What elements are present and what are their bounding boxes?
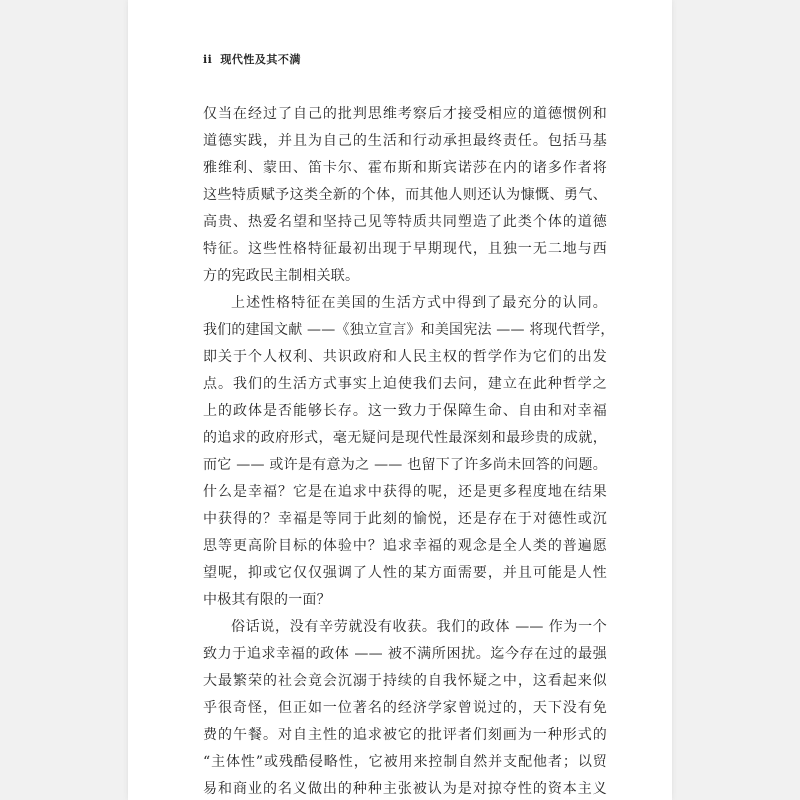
text-line: 高贵、热爱名望和坚持己见等特质共同塑造了此类个体的道德: [203, 214, 607, 230]
book-page: [128, 0, 672, 800]
text-line: 什么是幸福？它是在追求中获得的呢，还是更多程度地在结果: [203, 484, 607, 500]
text-line: 费的午餐。对自主性的追求被它的批评者们刻画为一种形式的: [203, 727, 607, 743]
text-line: 道德实践，并且为自己的生活和行动承担最终责任。包括马基: [203, 133, 607, 149]
text-line: 点。我们的生活方式事实上迫使我们去问，建立在此种哲学之: [203, 376, 607, 392]
text-line: 即关于个人权利、共识政府和人民主权的哲学作为它们的出发: [203, 349, 607, 365]
text-line: 而它 —— 或许是有意为之 —— 也留下了许多尚未回答的问题。: [203, 457, 607, 473]
text-line: 雅维利、蒙田、笛卡尔、霍布斯和斯宾诺莎在内的诸多作者将: [203, 160, 607, 176]
book-title: 现代性及其不满: [220, 53, 301, 66]
text-line: “主体性”或残酷侵略性，它被用来控制自然并支配他者；以贸: [203, 754, 607, 770]
text-line: 的追求的政府形式，毫无疑问是现代性最深刻和最珍贵的成就，: [203, 430, 607, 446]
page-number: ii: [203, 53, 213, 66]
text-line: 方的宪政民主制相关联。: [203, 268, 360, 284]
text-line: 望呢，抑或它仅仅强调了人性的某方面需要，并且可能是人性: [203, 565, 607, 581]
text-line: 俗话说，没有辛劳就没有收获。我们的政体 —— 作为一个: [231, 619, 607, 635]
text-line: 中获得的？幸福是等同于此刻的愉悦，还是存在于对德性或沉: [203, 511, 607, 527]
text-line: 大最繁荣的社会竟会沉溺于持续的自我怀疑之中，这看起来似: [203, 673, 607, 689]
text-line: 中极其有限的一面？: [203, 592, 331, 608]
body-text: [203, 101, 615, 800]
text-line: 致力于追求幸福的政体 —— 被不满所困扰。迄今存在过的最强: [203, 646, 607, 662]
text-line: 乎很奇怪，但正如一位著名的经济学家曾说过的，天下没有免: [203, 700, 607, 716]
text-line: 上述性格特征在美国的生活方式中得到了最充分的认同。: [231, 295, 607, 311]
text-line: 我们的建国文献 ——《独立宣言》和美国宪法 —— 将现代哲学，: [203, 322, 615, 338]
text-line: 易和商业的名义做出的种种主张被认为是对掠夺性的资本主义: [203, 781, 607, 797]
text-line: 仅当在经过了自己的批判思维考察后才接受相应的道德惯例和: [203, 106, 607, 122]
text-line: 特征。这些性格特征最初出现于早期现代，且独一无二地与西: [203, 241, 607, 257]
text-line: 这些特质赋予这类全新的个体，而其他人则还认为慷慨、勇气、: [203, 187, 607, 203]
running-head: [203, 51, 301, 67]
text-line: 上的政体是否能够长存。这一致力于保障生命、自由和对幸福: [203, 403, 607, 419]
text-line: 思等更高阶目标的体验中？追求幸福的观念是全人类的普遍愿: [203, 538, 607, 554]
